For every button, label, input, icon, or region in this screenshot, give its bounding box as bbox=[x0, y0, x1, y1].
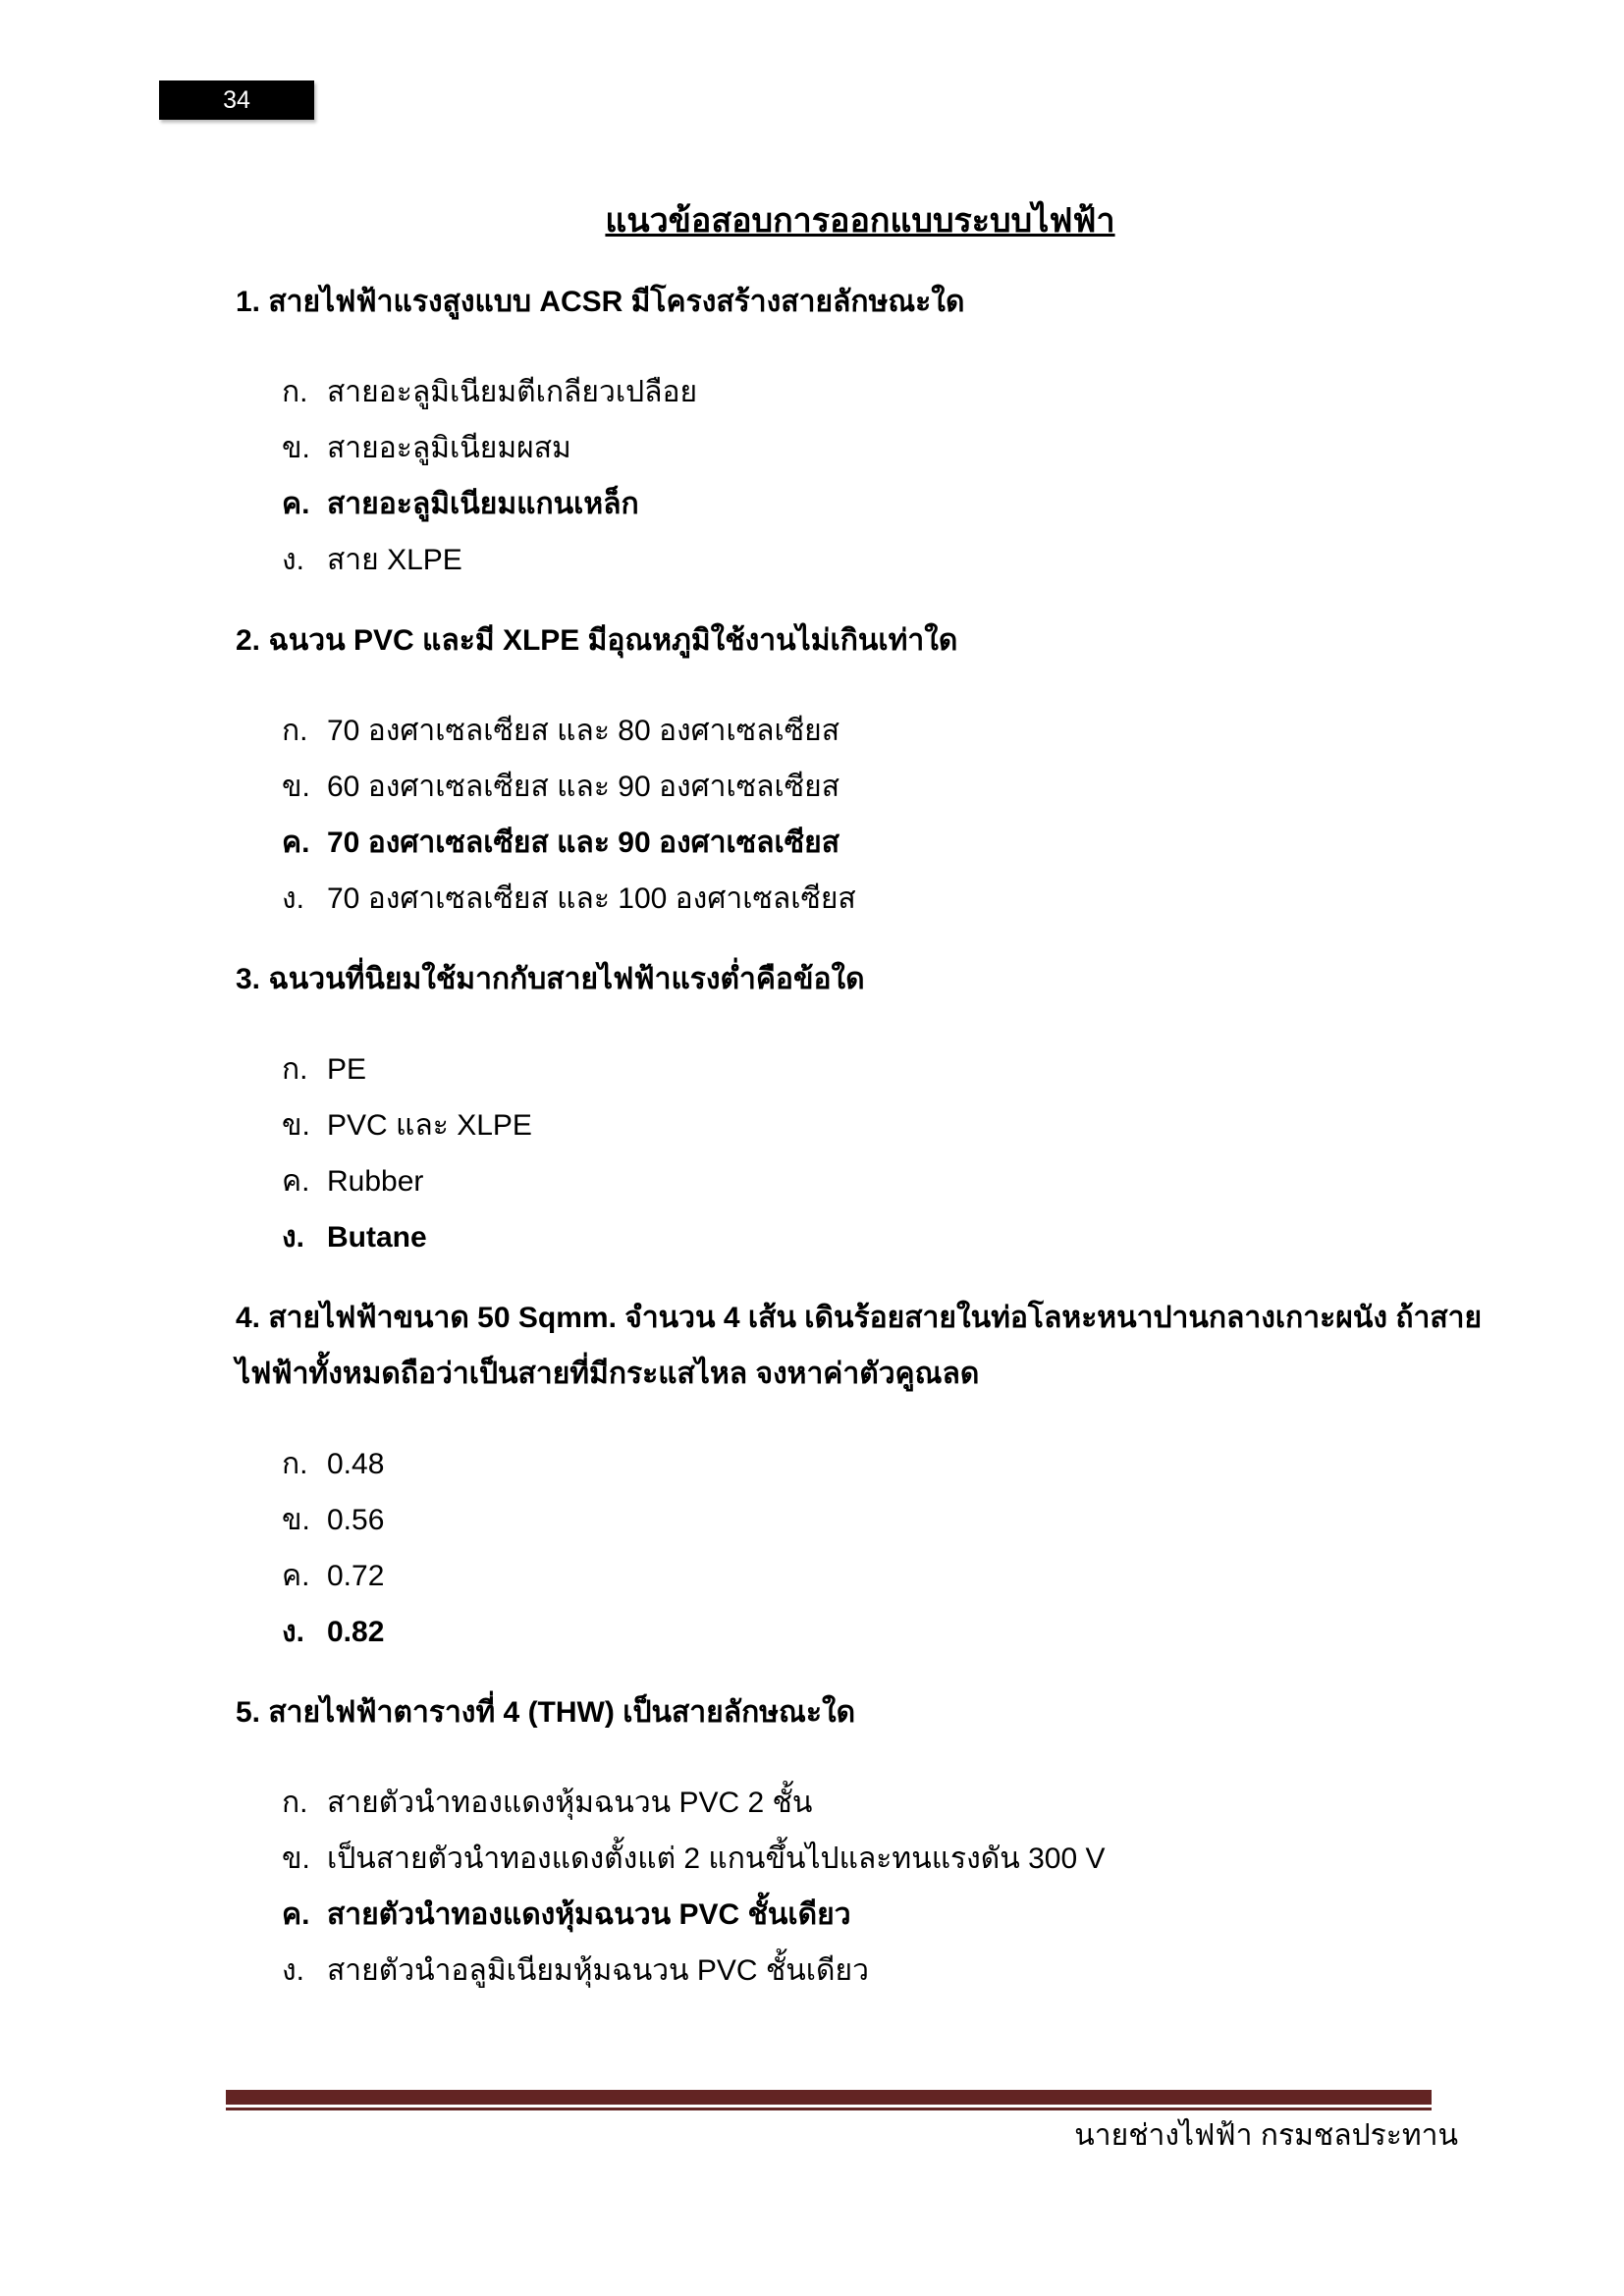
question-5-option-c bbox=[236, 1887, 1485, 1943]
option-text: 0.56 bbox=[327, 1504, 385, 1536]
question-3-option-d bbox=[236, 1209, 1485, 1265]
option-letter: ค. bbox=[282, 1560, 310, 1592]
option-text: สายอะลูมิเนียมผสม bbox=[327, 432, 571, 464]
option-letter: ข. bbox=[282, 1109, 310, 1142]
question-2-option-b bbox=[236, 759, 1485, 815]
question-3-options bbox=[236, 1041, 1485, 1265]
question-1-option-d bbox=[236, 532, 1485, 588]
option-letter: ง. bbox=[282, 544, 304, 576]
question-2-options bbox=[236, 703, 1485, 927]
question-4-options bbox=[236, 1436, 1485, 1660]
option-text: 60 องศาเซลเซียส และ 90 องศาเซลเซียส bbox=[327, 771, 840, 803]
question-4-option-a bbox=[236, 1436, 1485, 1492]
question-1-option-c bbox=[236, 476, 1485, 532]
question-2-text: 2. ฉนวน PVC และมี XLPE มีอุณหภูมิใช้งานไม่เกินเท่าใด bbox=[236, 624, 958, 657]
document-content bbox=[236, 193, 1485, 1999]
question-2-option-a bbox=[236, 703, 1485, 759]
question-4-text: 4. สายไฟฟ้าขนาด 50 Sqmm. จำนวน 4 เส้น เดินร้อยสายในท่อโลหะหนาปานกลางเกาะผนัง ถ้าสายไฟฟ้าทั้งหมดถือว่าเป็นสายที่มีกระแสไหล จงหาค่าตัวคูณลด bbox=[236, 1302, 1483, 1390]
question-5-option-a bbox=[236, 1775, 1485, 1831]
question-1-option-a bbox=[236, 364, 1485, 420]
option-text: 70 องศาเซลเซียส และ 90 องศาเซลเซียส bbox=[327, 827, 840, 859]
question-5-text: 5. สายไฟฟ้าตารางที่ 4 (THW) เป็นสายลักษณะใด bbox=[236, 1696, 856, 1729]
option-letter: ข. bbox=[282, 1842, 310, 1875]
option-letter: ก. bbox=[282, 1053, 308, 1086]
option-letter: ก. bbox=[282, 1448, 308, 1480]
option-letter: ค. bbox=[282, 1898, 310, 1931]
question-3 bbox=[236, 951, 1485, 1265]
option-letter: ข. bbox=[282, 1504, 310, 1536]
question-4-option-b bbox=[236, 1492, 1485, 1548]
option-text: 0.72 bbox=[327, 1560, 385, 1592]
option-letter: ง. bbox=[282, 1221, 304, 1254]
question-1-options bbox=[236, 364, 1485, 588]
question-4-option-d bbox=[236, 1604, 1485, 1660]
option-text: 70 องศาเซลเซียส และ 100 องศาเซลเซียส bbox=[327, 882, 856, 915]
page-number: 34 bbox=[223, 85, 250, 114]
option-letter: ง. bbox=[282, 1616, 304, 1648]
question-3-text: 3. ฉนวนที่นิยมใช้มากกับสายไฟฟ้าแรงต่ำคือข้อใด bbox=[236, 963, 865, 995]
question-5-options bbox=[236, 1775, 1485, 1999]
option-text: PE bbox=[327, 1053, 367, 1086]
option-letter: ค. bbox=[282, 1165, 310, 1198]
option-text: สายอะลูมิเนียมแกนเหล็ก bbox=[327, 488, 639, 520]
footer-author: นายช่างไฟฟ้า กรมชลประทาน bbox=[1074, 2119, 1458, 2152]
option-text: สาย XLPE bbox=[327, 544, 462, 576]
option-letter: ข. bbox=[282, 432, 310, 464]
option-letter: ก. bbox=[282, 376, 308, 408]
footer-divider bbox=[226, 2090, 1432, 2110]
question-2-option-d bbox=[236, 871, 1485, 927]
question-5-option-b bbox=[236, 1831, 1485, 1887]
question-2-option-c bbox=[236, 815, 1485, 871]
option-text: Rubber bbox=[327, 1165, 424, 1198]
page-title: แนวข้อสอบการออกแบบระบบไฟฟ้า bbox=[605, 202, 1115, 240]
option-text: สายตัวนำอลูมิเนียมหุ้มฉนวน PVC ชั้นเดียว bbox=[327, 1954, 869, 1987]
option-letter: ก. bbox=[282, 715, 308, 747]
footer-divider-thin-line bbox=[226, 2108, 1432, 2110]
option-text: 0.82 bbox=[327, 1616, 385, 1648]
option-letter: ค. bbox=[282, 488, 310, 520]
question-3-option-b bbox=[236, 1097, 1485, 1153]
question-4 bbox=[236, 1290, 1485, 1660]
question-3-option-c bbox=[236, 1153, 1485, 1209]
question-5-option-d bbox=[236, 1943, 1485, 1999]
option-text: เป็นสายตัวนำทองแดงตั้งแต่ 2 แกนขึ้นไปและทนแรงดัน 300 V bbox=[327, 1842, 1106, 1875]
option-text: สายตัวนำทองแดงหุ้มฉนวน PVC 2 ชั้น bbox=[327, 1787, 813, 1819]
question-3-option-a bbox=[236, 1041, 1485, 1097]
option-letter: ง. bbox=[282, 882, 304, 915]
page-number-badge bbox=[159, 80, 314, 120]
option-text: 70 องศาเซลเซียส และ 80 องศาเซลเซียส bbox=[327, 715, 840, 747]
option-text: สายตัวนำทองแดงหุ้มฉนวน PVC ชั้นเดียว bbox=[327, 1898, 851, 1931]
option-letter: ง. bbox=[282, 1954, 304, 1987]
option-text: สายอะลูมิเนียมตีเกลียวเปลือย bbox=[327, 376, 698, 408]
question-1 bbox=[236, 274, 1485, 588]
question-1-option-b bbox=[236, 420, 1485, 476]
option-text: 0.48 bbox=[327, 1448, 385, 1480]
option-text: PVC และ XLPE bbox=[327, 1109, 532, 1142]
question-4-option-c bbox=[236, 1548, 1485, 1604]
option-letter: ข. bbox=[282, 771, 310, 803]
option-text: Butane bbox=[327, 1221, 427, 1254]
option-letter: ค. bbox=[282, 827, 310, 859]
question-5 bbox=[236, 1684, 1485, 1999]
question-1-text: 1. สายไฟฟ้าแรงสูงแบบ ACSR มีโครงสร้างสายลักษณะใด bbox=[236, 286, 965, 318]
option-letter: ก. bbox=[282, 1787, 308, 1819]
question-2 bbox=[236, 613, 1485, 927]
footer-divider-thick-line bbox=[226, 2090, 1432, 2105]
